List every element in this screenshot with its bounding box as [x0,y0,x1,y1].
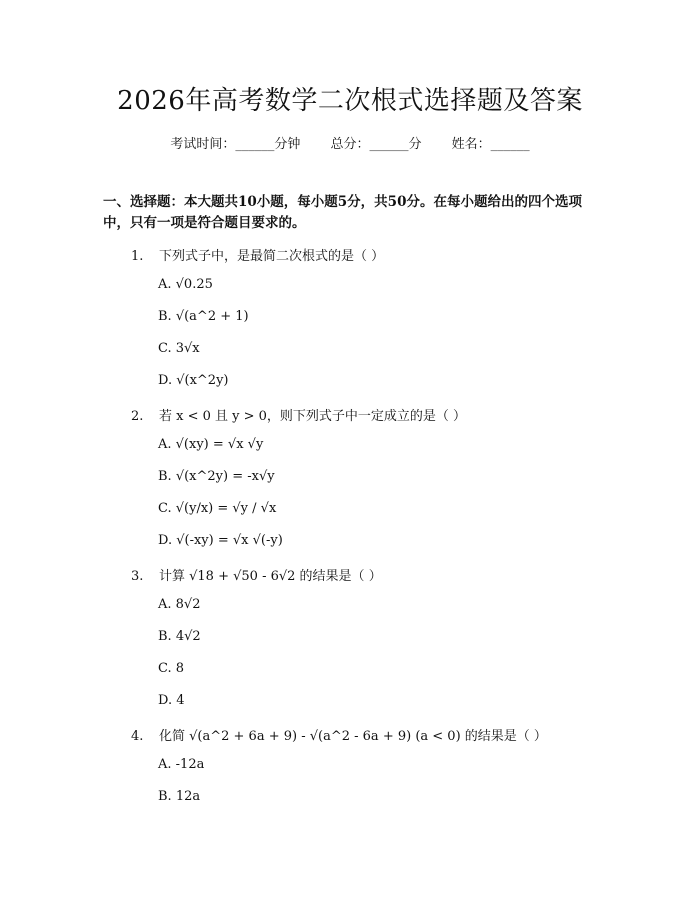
question-4-option-a: A. -12a [158,757,205,772]
question-3-option-a: A. 8√2 [158,597,201,612]
question-number: 4. [131,729,144,744]
question-text: 计算 √18 + √50 - 6√2 的结果是（ ） [159,569,382,584]
question-number: 2. [131,409,144,424]
question-4 [131,725,547,744]
question-3 [131,565,382,584]
question-2-option-c: C. √(y/x) = √y / √x [158,501,277,516]
question-2-option-d: D. √(-xy) = √x √(-y) [158,533,283,548]
question-text: 化简 √(a^2 + 6a + 9) - √(a^2 - 6a + 9) (a < 0) 的结果是（ ） [159,729,547,744]
question-3-option-b: B. 4√2 [158,629,201,644]
section-heading: 一、选择题：本大题共10小题，每小题5分，共50分。在每小题给出的四个选项中，只有一项是符合题目要求的。 [103,194,582,231]
question-4-option-b: B. 12a [158,789,201,804]
question-1-option-b: B. √(a^2 + 1) [158,309,249,324]
student-name-field: 姓名：______ [451,137,530,152]
exam-info-row [0,133,700,152]
question-number: 3. [131,569,144,584]
question-text: 下列式子中，是最简二次根式的是（ ） [159,249,385,264]
exam-time-field: 考试时间：______分钟 [170,137,301,152]
question-3-option-c: C. 8 [158,661,185,676]
question-2-option-b: B. √(x^2y) = -x√y [158,469,275,484]
question-text: 若 x < 0 且 y > 0，则下列式子中一定成立的是（ ） [159,409,467,424]
question-1-option-a: A. √0.25 [158,277,213,292]
question-1-option-c: C. 3√x [158,341,200,356]
question-3-option-d: D. 4 [158,693,185,708]
question-2-option-a: A. √(xy) = √x √y [158,437,264,452]
question-1-option-d: D. √(x^2y) [158,373,229,388]
question-1 [131,245,384,264]
total-score-field: 总分：______分 [330,137,422,152]
question-2 [131,405,466,424]
question-number: 1. [131,249,144,264]
page-title: 2026年高考数学二次根式选择题及答案 [117,86,583,116]
